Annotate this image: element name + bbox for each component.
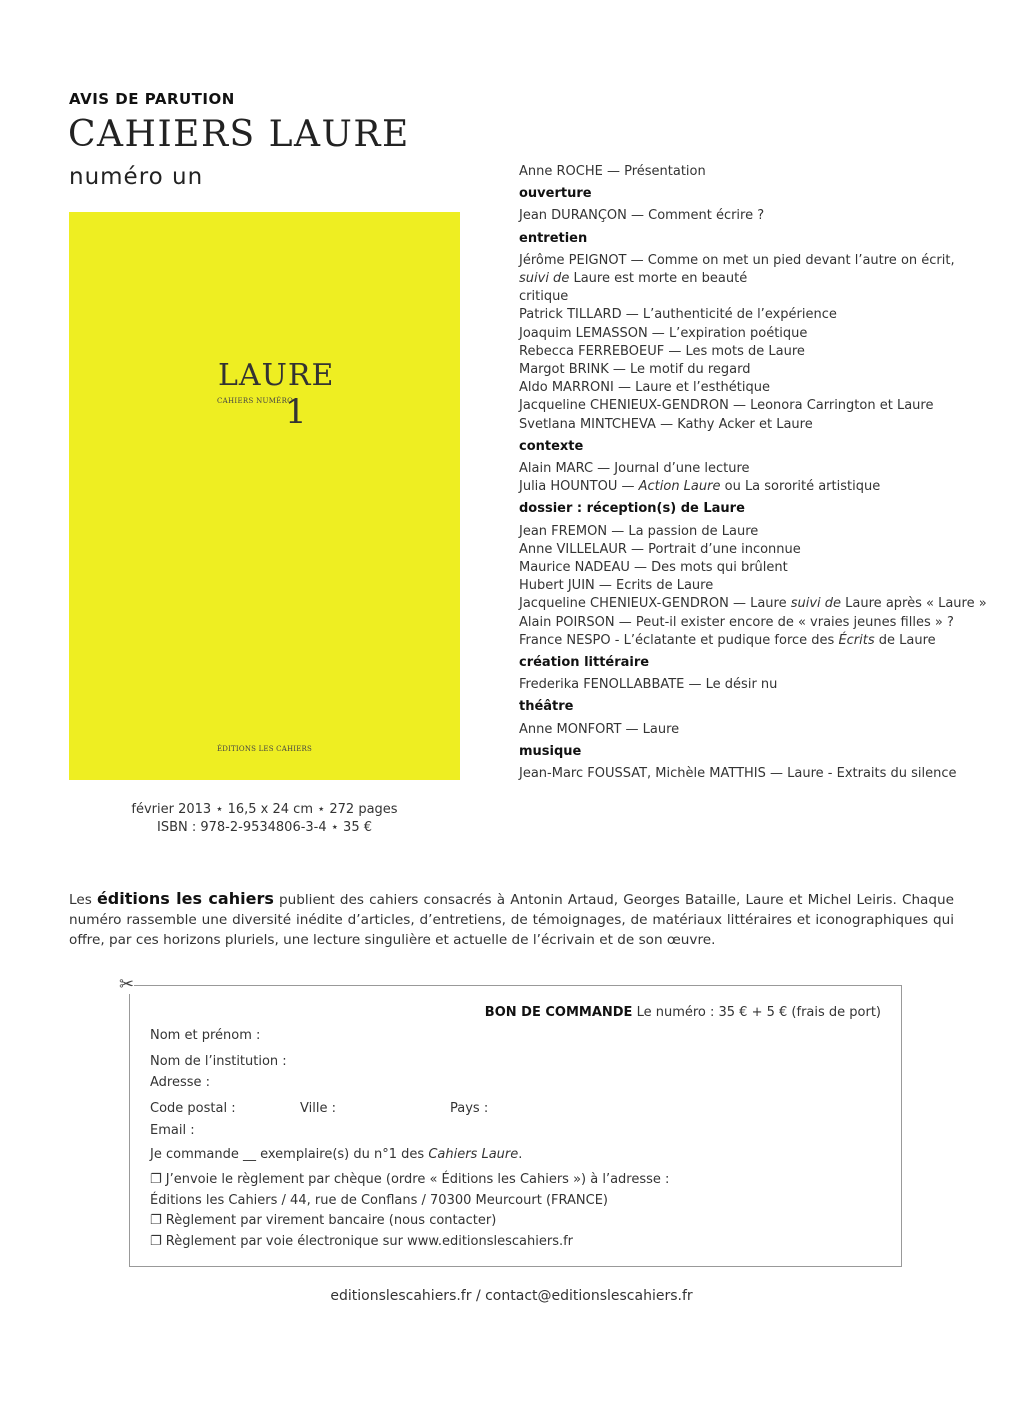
toc-entry: Jean-Marc FOUSSAT, Michèle MATTHIS — Laure - Extraits du silence (519, 766, 957, 782)
checkbox-icon[interactable]: ❐ (150, 1213, 162, 1228)
footer-contact[interactable]: editionslescahiers.fr / contact@editionslescahiers.fr (330, 1288, 693, 1304)
toc-entry: Hubert JUIN — Ecrits de Laure (519, 578, 714, 594)
cheque-option[interactable]: ❐ J’envoie le règlement par chèque (ordre « Éditions les Cahiers ») à l’adresse : (150, 1172, 670, 1187)
city-field-label[interactable]: Ville : (300, 1101, 336, 1116)
cover-wordmark: LAURE (218, 358, 335, 393)
notice-kicker: AVIS DE PARUTION (69, 90, 235, 108)
transfer-option[interactable]: ❐ Règlement par virement bancaire (nous contacter) (150, 1213, 497, 1228)
toc-section-title: création littéraire (519, 655, 650, 671)
postal-code-field-label[interactable]: Code postal : (150, 1101, 236, 1116)
toc-entry: Frederika FENOLLABBATE — Le désir nu (519, 677, 778, 693)
toc-section-title: théâtre (519, 699, 574, 715)
toc-entry: Margot BRINK — Le motif du regard (519, 362, 751, 378)
toc-entry: Julia HOUNTOU — Action Laure ou La sororité artistique (519, 479, 881, 495)
cheque-address: Éditions les Cahiers / 44, rue de Conflans / 70300 Meurcourt (FRANCE) (150, 1193, 608, 1208)
publisher-name: éditions les cahiers (96, 889, 274, 908)
toc-entry: Jacqueline CHENIEUX-GENDRON — Leonora Carrington et Laure (519, 398, 934, 414)
toc-section-title: entretien (519, 230, 588, 246)
toc-entry: France NESPO - L’éclatante et pudique force des Écrits de Laure (519, 632, 936, 648)
order-form-heading: BON DE COMMANDE Le numéro : 35 € + 5 € (frais de port) (484, 1005, 881, 1020)
scissors-icon: ✂ (119, 974, 135, 995)
cover-publisher: ÉDITIONS LES CAHIERS (216, 745, 313, 753)
pubinfo-line-1: février 2013 ⋆ 16,5 x 24 cm ⋆ 272 pages (131, 802, 398, 817)
toc-section-title: contexte (519, 438, 584, 454)
email-field-label[interactable]: Email : (150, 1123, 195, 1138)
book-cover (69, 212, 460, 780)
toc-entry: Anne VILLELAUR — Portrait d’une inconnue (519, 541, 801, 557)
toc-entry: Rebecca FERREBOEUF — Les mots de Laure (519, 343, 805, 359)
page-subtitle: numéro un (69, 164, 204, 190)
toc-entry: Jean DURANÇON — Comment écrire ? (519, 208, 765, 224)
toc-section-title: dossier : réception(s) de Laure (519, 501, 745, 517)
toc-entry: Svetlana MINTCHEVA — Kathy Acker et Laure (519, 416, 813, 432)
country-field-label[interactable]: Pays : (450, 1101, 489, 1116)
checkbox-icon[interactable]: ❐ (150, 1172, 162, 1187)
quantity-line[interactable]: Je commande __ exemplaire(s) du n°1 des Cahiers Laure. (150, 1147, 523, 1162)
checkbox-icon[interactable]: ❐ (150, 1234, 162, 1249)
toc-entry: Jérôme PEIGNOT — Comme on met un pied devant l’autre on écrit, suivi de Laure est morte en beauté (519, 252, 955, 287)
toc-section-title: critique (519, 289, 569, 305)
toc-entry: Alain MARC — Journal d’une lecture (519, 461, 750, 477)
toc-entry: Jacqueline CHENIEUX-GENDRON — Laure suivi de Laure après « Laure » (519, 596, 987, 612)
electronic-payment-option[interactable]: ❐ Règlement par voie électronique sur www.editionslescahiers.fr (150, 1234, 574, 1249)
toc-entry: Patrick TILLARD — L’authenticité de l’expérience (519, 307, 837, 323)
order-form (129, 985, 902, 1267)
toc-entry: Jean FREMON — La passion de Laure (519, 523, 759, 539)
cover-number: 1 (285, 392, 307, 432)
toc-section-title: musique (519, 743, 582, 759)
pubinfo-line-2: ISBN : 978-2-9534806-3-4 ⋆ 35 € (156, 820, 372, 835)
name-field-label[interactable]: Nom et prénom : (150, 1028, 261, 1043)
toc-entry: Joaquim LEMASSON — L’expiration poétique (519, 325, 808, 341)
toc-entry: Alain POIRSON — Peut-il exister encore de « vraies jeunes filles » ? (519, 614, 954, 630)
toc-entry: Maurice NADEAU — Des mots qui brûlent (519, 560, 788, 576)
table-of-contents (519, 163, 987, 783)
toc-entry: Anne ROCHE — Présentation (519, 164, 706, 179)
institution-field-label[interactable]: Nom de l’institution : (150, 1054, 287, 1069)
publisher-blurb: Les éditions les cahiers publient des cahiers consacrés à Antonin Artaud, Georges Bataille, Laure et Michel Leiris. Chaque numéro rassemble une diversité inédite d’articles, d’entretiens, de témoignages, de matériaux littéraires et iconographiques qui offre, par ces horizons pluriels, une lecture singulière et actuelle de l’écrivain et de son œuvre. (69, 889, 954, 948)
address-field-label[interactable]: Adresse : (150, 1075, 211, 1090)
cover-series: CAHIERS NUMÉRO (217, 397, 294, 405)
toc-section-title: ouverture (519, 186, 592, 202)
toc-entry: Aldo MARRONI — Laure et l’esthétique (519, 380, 770, 396)
toc-entry: Anne MONFORT — Laure (519, 721, 680, 737)
page-title: CAHIERS LAURE (68, 114, 410, 155)
